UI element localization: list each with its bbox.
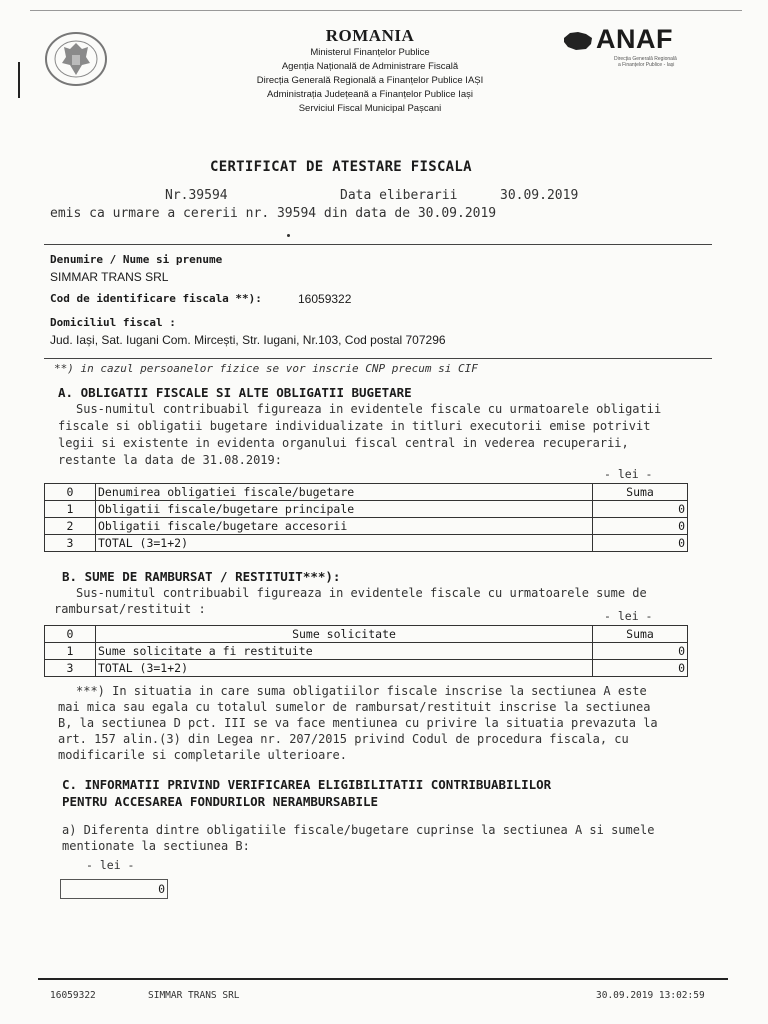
anaf-sub-1: Direcția Generală Regională <box>614 56 677 62</box>
table-cell: 0 <box>593 501 688 518</box>
section-c-heading-2: PENTRU ACCESAREA FONDURILOR NERAMBURSABILE <box>62 794 379 809</box>
table-cell: 0 <box>593 660 688 677</box>
section-c-heading-1: C. INFORMATII PRIVIND VERIFICAREA ELIGIBILITATII CONTRIBUABILILOR <box>62 777 552 792</box>
table-row <box>45 501 688 518</box>
table-cell: 1 <box>45 501 96 518</box>
table-cell: Sume solicitate a fi restituite <box>96 643 593 660</box>
section-a-text-2: fiscale si obligatii bugetare individualizate in titluri executorii emise potrivit <box>58 419 651 433</box>
table-row <box>45 518 688 535</box>
header-country: ROMANIA <box>325 26 415 45</box>
table-cell: 0 <box>593 535 688 552</box>
table-row <box>45 626 688 643</box>
table-row <box>45 535 688 552</box>
section-a-unit: - lei - <box>604 467 653 481</box>
section-c-text-1: a) Diferenta dintre obligatiile fiscale/bugetare cuprinse la sectiunea A si sumele <box>62 823 655 837</box>
scan-mark <box>18 62 20 98</box>
footer-datetime: 30.09.2019 13:02:59 <box>596 990 705 1001</box>
section-b-table <box>44 625 688 677</box>
section-b-note-3: B, la sectiunea D pct. III se va face mentiunea cu privire la situatia prevazuta la <box>58 716 658 730</box>
issue-date-label: Data eliberarii <box>340 188 458 203</box>
anaf-logo <box>562 26 702 72</box>
table-row <box>45 484 688 501</box>
anaf-sub-2: a Finanțelor Publice - Iași <box>618 62 675 68</box>
section-b-note-1: ***) In situatia in care suma obligatiilor fiscale inscrise la sectiunea A este <box>76 684 647 698</box>
table-cell: 2 <box>45 518 96 535</box>
domiciliu-label: Domiciliul fiscal : <box>50 316 176 329</box>
domiciliu-value: Jud. Iași, Sat. Iugani Com. Mircești, Str. Iugani, Nr.103, Cod postal 707296 <box>50 333 446 347</box>
dot-mark <box>287 234 290 237</box>
section-b-text-1: Sus-numitul contribuabil figureaza in evidentele fiscale cu urmatoarele sume de <box>76 586 647 600</box>
emis-line: emis ca urmare a cererii nr. 39594 din data de 30.09.2019 <box>50 206 497 221</box>
table-cell: 0 <box>45 626 96 643</box>
footer-separator <box>38 978 728 980</box>
section-b-text-2: rambursat/restituit : <box>54 602 206 616</box>
romania-map-icon <box>562 30 594 52</box>
header-line-ajfp: Administrația Județeană a Finanțelor Publice Iași <box>267 89 473 100</box>
table-cell: TOTAL (3=1+2) <box>96 535 593 552</box>
footer-name: SIMMAR TRANS SRL <box>148 990 240 1001</box>
name-label: Denumire / Nume si prenume <box>50 253 223 266</box>
cif-value: 16059322 <box>298 292 352 306</box>
section-c-text-2: mentionate la sectiunea B: <box>62 839 250 853</box>
table-cell: 3 <box>45 535 96 552</box>
section-a-heading: A. OBLIGATII FISCALE SI ALTE OBLIGATII BUGETARE <box>58 385 412 400</box>
table-cell: Suma <box>593 484 688 501</box>
table-cell: 0 <box>593 643 688 660</box>
separator-1 <box>44 244 712 245</box>
header-line-service: Serviciul Fiscal Municipal Pașcani <box>298 103 442 114</box>
header-line-anaf: Agenția Națională de Administrare Fiscală <box>281 61 459 72</box>
table-cell: Sume solicitate <box>96 626 593 643</box>
section-b-note-4: art. 157 alin.(3) din Legea nr. 207/2015 privind Codul de procedura fiscala, cu <box>58 732 629 746</box>
issue-date-value: 30.09.2019 <box>500 188 579 203</box>
table-cell: Denumirea obligatiei fiscale/bugetare <box>96 484 593 501</box>
section-c-value: 0 <box>158 882 165 896</box>
section-c-value-box <box>60 879 168 899</box>
table-cell: 1 <box>45 643 96 660</box>
name-value: SIMMAR TRANS SRL <box>50 270 169 284</box>
footer-cif: 16059322 <box>50 990 96 1001</box>
section-a-text-1: Sus-numitul contribuabil figureaza in evidentele fiscale cu urmatoarele obligatii <box>76 402 662 416</box>
section-b-unit: - lei - <box>604 609 653 623</box>
section-a-text-4: restante la data de 31.08.2019: <box>58 453 282 467</box>
section-b-heading: B. SUME DE RAMBURSAT / RESTITUIT***): <box>62 569 341 584</box>
table-cell: 3 <box>45 660 96 677</box>
cif-label: Cod de identificare fiscala **): <box>50 292 262 305</box>
table-row <box>45 643 688 660</box>
anaf-logo-text: ANAF <box>596 24 673 54</box>
table-cell: Obligatii fiscale/bugetare accesorii <box>96 518 593 535</box>
section-b-note-5: modificarile si completarile ulterioare. <box>58 748 347 762</box>
footnote-cnp: **) in cazul persoanelor fizice se vor inscrie CNP precum si CIF <box>54 362 478 375</box>
table-cell: Obligatii fiscale/bugetare principale <box>96 501 593 518</box>
section-a-table <box>44 483 688 552</box>
seal-icon <box>44 31 108 87</box>
section-b-note-2: mai mica sau egala cu totalul sumelor de rambursat/restituit inscrise la sectiunea <box>58 700 651 714</box>
certificate-number: Nr.39594 <box>165 188 228 203</box>
section-c-unit: - lei - <box>86 858 135 872</box>
page-top-edge <box>30 10 742 11</box>
section-a-text-3: legii si existente in evidenta organului fiscal central in vederea recuperarii, <box>58 436 629 450</box>
table-cell: TOTAL (3=1+2) <box>96 660 593 677</box>
table-cell: 0 <box>593 518 688 535</box>
certificate-title: CERTIFICAT DE ATESTARE FISCALA <box>210 159 472 175</box>
table-cell: 0 <box>45 484 96 501</box>
header-line-dgrfp: Direcția Generală Regională a Finanțelor Publice IAȘI <box>256 75 484 86</box>
table-row <box>45 660 688 677</box>
header-line-ministry: Ministerul Finanțelor Publice <box>310 47 430 58</box>
separator-2 <box>44 358 712 359</box>
table-cell: Suma <box>593 626 688 643</box>
